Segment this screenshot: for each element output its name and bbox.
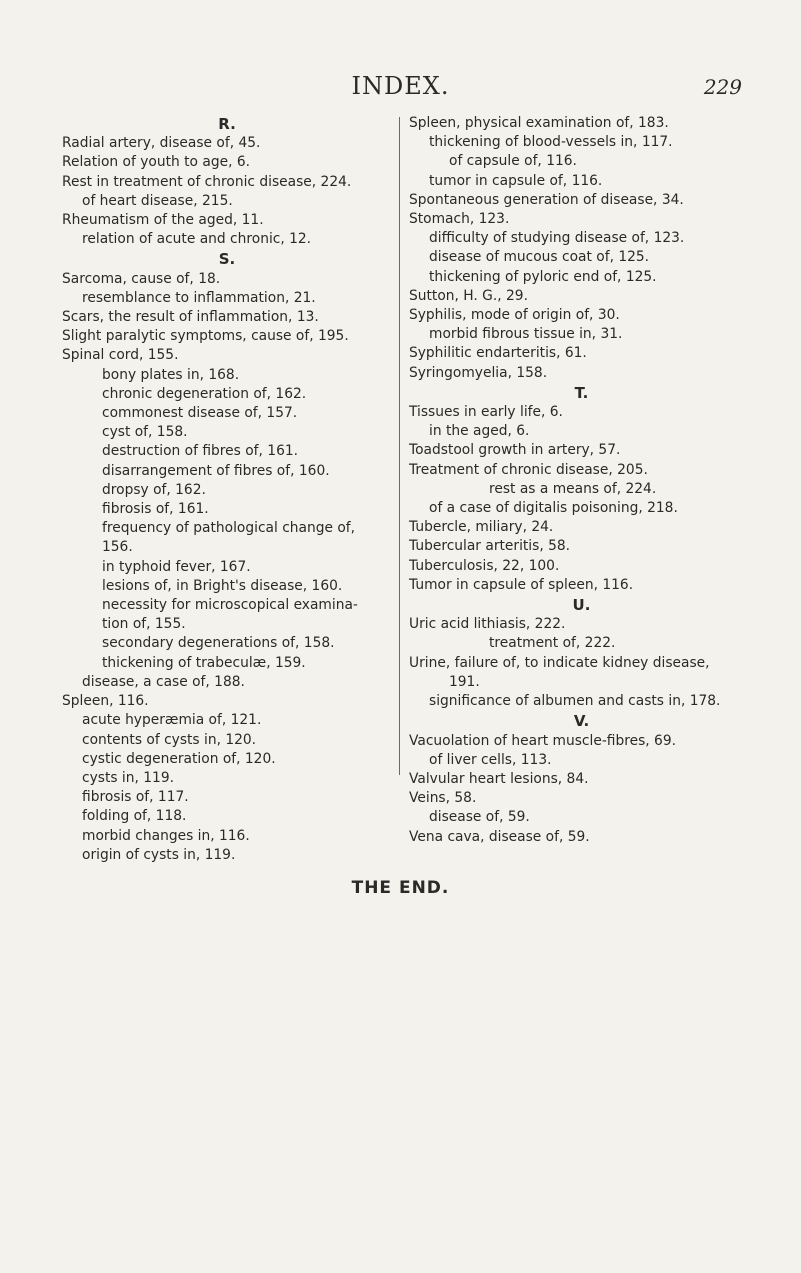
index-entry: in the aged, 6.: [429, 423, 530, 440]
index-entry: Urine, failure of, to indicate kidney disease,: [409, 654, 710, 671]
index-entry: thickening of blood-vessels in, 117.: [429, 134, 673, 151]
index-entry: Radial artery, disease of, 45.: [62, 135, 261, 152]
index-entry: Tubercular arteritis, 58.: [409, 538, 571, 555]
index-entry: Spleen, physical examination of, 183.: [409, 115, 669, 131]
index-column-right: [409, 114, 754, 847]
index-entry: thickening of pyloric end of, 125.: [429, 268, 657, 285]
index-entry: destruction of fibres of, 161.: [102, 443, 299, 460]
index-entry: of capsule of, 116.: [449, 153, 577, 170]
index-entry: Stomach, 123.: [409, 211, 510, 228]
index-column-left: [62, 114, 392, 865]
index-entry: morbid fibrous tissue in, 31.: [429, 326, 623, 343]
index-entry: Sarcoma, cause of, 18.: [62, 270, 221, 287]
index-entry: frequency of pathological change of,: [102, 520, 356, 537]
index-entry: disarrangement of fibres of, 160.: [102, 462, 330, 479]
index-entry: tion of, 155.: [102, 616, 186, 633]
index-entry: Uric acid lithiasis, 222.: [409, 616, 566, 633]
index-entry: acute hyperæmia of, 121.: [82, 712, 262, 729]
index-entry: Scars, the result of inflammation, 13.: [62, 309, 319, 326]
index-entry: of a case of digitalis poisoning, 218.: [429, 500, 678, 517]
page-header: [0, 72, 801, 102]
index-entry: of heart disease, 215.: [82, 192, 233, 209]
section-letter: R.: [218, 115, 236, 133]
index-entry: 191.: [449, 673, 480, 690]
index-entry: fibrosis of, 117.: [82, 789, 189, 806]
index-entry: disease, a case of, 188.: [82, 673, 245, 690]
index-entry: Toadstool growth in artery, 57.: [409, 442, 621, 459]
index-entry: Rheumatism of the aged, 11.: [62, 212, 264, 229]
index-entry: Vena cava, disease of, 59.: [409, 828, 590, 845]
index-entry: Tumor in capsule of spleen, 116.: [409, 576, 634, 593]
index-entry: disease of mucous coat of, 125.: [429, 249, 650, 266]
index-entry: Slight paralytic symptoms, cause of, 195.: [62, 328, 349, 345]
index-entry: Rest in treatment of chronic disease, 224.: [62, 173, 352, 190]
index-entry: Tuberculosis, 22, 100.: [409, 557, 560, 574]
index-entry: Syphilitic endarteritis, 61.: [409, 345, 587, 362]
index-entry: Sutton, H. G., 29.: [409, 287, 528, 304]
index-entry: morbid changes in, 116.: [82, 827, 250, 844]
index-entry: folding of, 118.: [82, 808, 187, 825]
index-entry: Syringomyelia, 158.: [409, 364, 548, 381]
index-entry: significance of albumen and casts in, 178.: [429, 693, 721, 710]
end-text: THE END.: [351, 878, 450, 898]
index-entry: rest as a means of, 224.: [489, 480, 657, 497]
index-entry: fibrosis of, 161.: [102, 501, 209, 518]
index-entry: 156.: [102, 539, 133, 556]
index-entry: Spontaneous generation of disease, 34.: [409, 191, 684, 208]
index-entry: Valvular heart lesions, 84.: [409, 770, 589, 787]
index-entry: tumor in capsule of, 116.: [429, 172, 603, 189]
section-letter: S.: [218, 250, 236, 269]
index-entry: commonest disease of, 157.: [102, 405, 298, 422]
index-entry: relation of acute and chronic, 12.: [82, 231, 312, 248]
index-entry: Spinal cord, 155.: [62, 347, 179, 364]
index-entry: of liver cells, 113.: [429, 751, 552, 768]
index-entry: Relation of youth to age, 6.: [62, 154, 251, 171]
index-entry: Syphilis, mode of origin of, 30.: [409, 307, 620, 324]
index-entry: Veins, 58.: [409, 790, 477, 807]
index-entry: secondary degenerations of, 158.: [102, 635, 335, 652]
index-entry: necessity for microscopical examina-: [102, 597, 358, 614]
index-entry: dropsy of, 162.: [102, 481, 206, 498]
page-title: INDEX.: [351, 72, 450, 100]
index-entry: contents of cysts in, 120.: [82, 731, 257, 748]
section-letter: U.: [572, 596, 591, 615]
page-number: 229: [703, 75, 742, 99]
index-entry: cysts in, 119.: [82, 769, 174, 786]
index-entry: thickening of trabeculæ, 159.: [102, 654, 306, 671]
index-entry: Spleen, 116.: [62, 693, 149, 710]
index-entry: Treatment of chronic disease, 205.: [409, 461, 648, 478]
index-entry: Vacuolation of heart muscle-fibres, 69.: [409, 732, 676, 749]
column-divider: [399, 117, 400, 775]
index-entry: cyst of, 158.: [102, 424, 188, 441]
section-letter: T.: [574, 383, 589, 402]
index-entry: difficulty of studying disease of, 123.: [429, 230, 685, 247]
index-entry: in typhoid fever, 167.: [102, 558, 251, 575]
index-entry: bony plates in, 168.: [102, 366, 240, 383]
index-entry: lesions of, in Bright's disease, 160.: [102, 577, 343, 594]
index-entry: disease of, 59.: [429, 809, 530, 826]
index-entry: cystic degeneration of, 120.: [82, 750, 276, 767]
index-entry: origin of cysts in, 119.: [82, 846, 236, 863]
section-letter: V.: [573, 712, 590, 731]
index-entry: Tissues in early life, 6.: [409, 404, 563, 421]
index-entry: treatment of, 222.: [489, 635, 616, 652]
index-entry: Tubercle, miliary, 24.: [409, 519, 554, 536]
index-entry: resemblance to inflammation, 21.: [82, 289, 316, 306]
index-entry: chronic degeneration of, 162.: [102, 385, 307, 402]
